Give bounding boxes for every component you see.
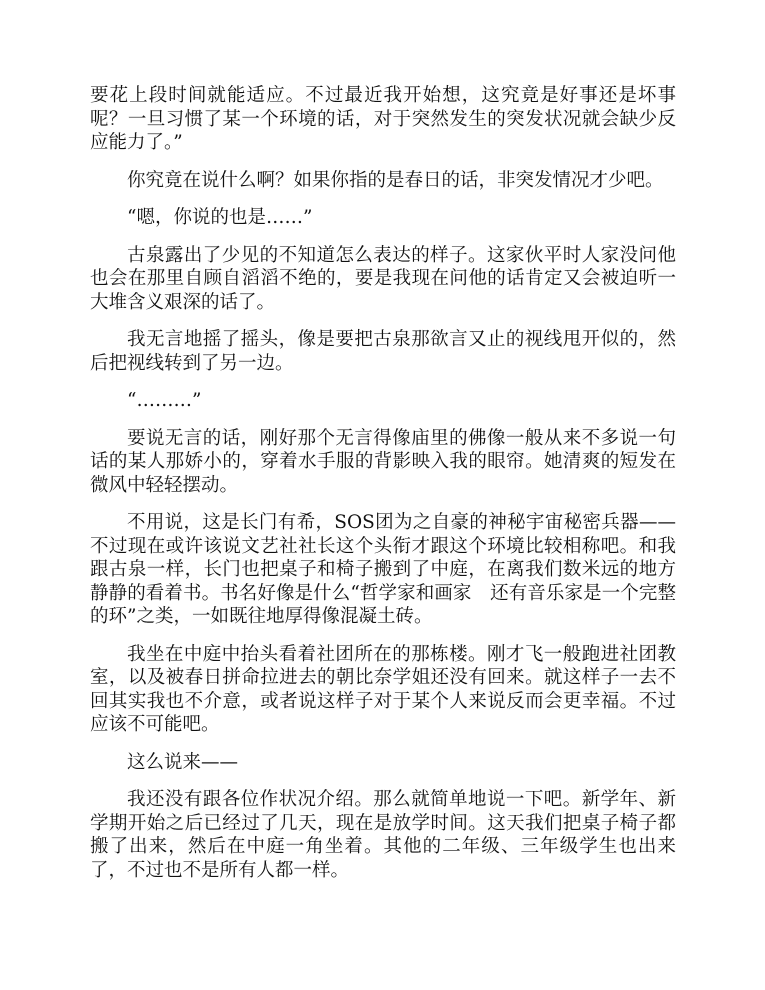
paragraph-9: 我坐在中庭中抬头看着社团所在的那栋楼。刚才飞一般跑进社团教室，以及被春日拼命拉进去的朝比奈学姐还没有回来。就这样子一去不回其实我也不介意，或者说这样子对于某个人来说反而会更幸福。不过应该不可能吧。	[90, 643, 676, 735]
document-body	[90, 84, 676, 896]
paragraph-3: “嗯，你说的也是……”	[127, 207, 313, 228]
paragraph-1: 要花上段时间就能适应。不过最近我开始想，这究竟是好事还是坏事呢？一旦习惯了某一个环境的话，对于突然发生的突发状况就会缺少反应能力了。”	[90, 85, 676, 153]
paragraph-5: 我无言地摇了摇头，像是要把古泉那欲言又止的视线甩开似的，然后把视线转到了另一边。	[90, 329, 676, 374]
paragraph-10: 这么说来——	[127, 751, 239, 773]
paragraph-8: 不用说，这是长门有希，SOS团为之自豪的神秘宇宙秘密兵器——不过现在或许该说文艺社社长这个头衔才跟这个环境比较相称吧。和我跟古泉一样，长门也把桌子和椅子搬到了中庭，在离我们数米远的地方静静的看着书。书名好像是什么“哲学家和画家 还有音乐家是一个完整的环”之类，一如既往地厚得像混凝土砖。	[90, 512, 676, 627]
paragraph-2: 你究竟在说什么啊？如果你指的是春日的话，非突发情况才少吧。	[127, 169, 664, 191]
paragraph-4: 古泉露出了少见的不知道怎么表达的样子。这家伙平时人家没问他也会在那里自顾自滔滔不绝的，要是我现在问他的话肯定又会被迫听一大堆含义艰深的话了。	[90, 244, 676, 313]
paragraph-6: “………”	[127, 390, 202, 411]
paragraph-11: 我还没有跟各位作状况介绍。那么就简单地说一下吧。新学年、新学期开始之后已经过了几天，现在是放学时间。这天我们把桌子椅子都搬了出来，然后在中庭一角坐着。其他的二年级、三年级学生也出来了，不过也不是所有人都一样。	[90, 789, 676, 881]
paragraph-7: 要说无言的话，刚好那个无言得像庙里的佛像一般从来不多说一句话的某人那娇小的，穿着水手服的背影映入我的眼帘。她清爽的短发在微风中轻轻摆动。	[90, 427, 676, 496]
